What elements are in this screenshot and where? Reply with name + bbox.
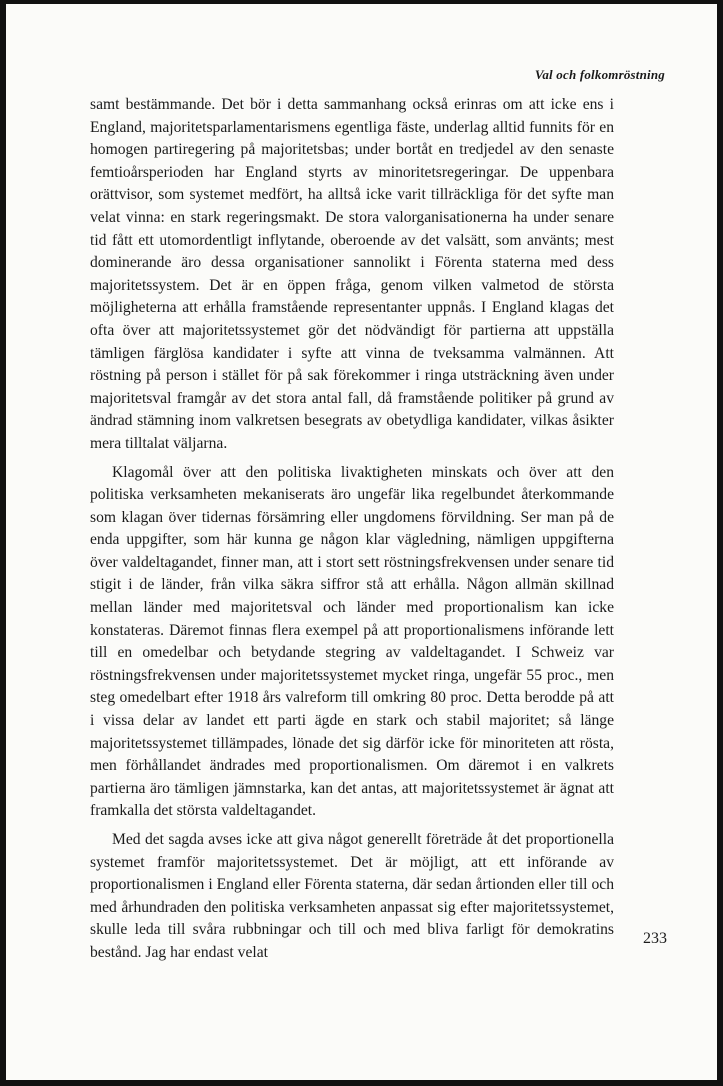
paragraph-3: Med det sagda avses icke att giva något generellt företräde åt det proportionella systemet framför majoritetssystemet. Det är möjligt, att ett införande av proportionalismen i England eller Förenta staterna, där sedan årtionden eller till och med århundraden den politiska verksamheten anpassat sig efter majoritetssystemet, skulle leda till svåra rubbningar och till och med bliva farligt för demokratins bestånd. Jag har endast velat xyxy=(90,831,614,961)
running-head-title: Val och folkomröstning xyxy=(534,67,665,82)
paragraph-1: samt bestämmande. Det bör i detta sammanhang också erinras om att icke ens i England, majoritetsparlamentarismens egentliga fäste, underlag alltid funnits för en homogen partiregering på majoritetsbas; under bortåt en tredjedel av den senaste femtioårsperioden har England styrts av minoritetsregeringar. De uppenbara orättvisor, som systemet medfört, ha alltså icke varit tillräckliga för det syfte man velat vinna: en stark regeringsmakt. De stora valorganisationerna ha under senare tid fått ett utomordentligt inflytande, oberoende av det valsätt, som använts; mest dominerande äro dessa organisationer sannolikt i Förenta staterna med dess majoritetssystem. Det är en öppen fråga, genom vilken valmetod de största möjligheterna att erhålla framstående representanter uppnås. I England klagas det ofta över att majoritetssystemet gör det nödvändigt för partierna att uppställa tämligen färglösa kandidater i syfte att vinna de tveksamma valmännen. Att röstning på person i stället för på sak förekommer i ringa utsträckning även under majoritetsval framgår av det stora antal fall, då framstående politiker på grund av ändrad stämning inom valkretsen besegrats av obetydliga kandidater, vilkas åsikter mera tilltalat väljarna. xyxy=(90,96,614,452)
page-number: 233 xyxy=(643,930,667,947)
paragraph-2: Klagomål över att den politiska livaktigheten minskats och över att den politiska verksamheten mekaniserats äro ungefär lika regelbundet återkommande som klagan över tidernas försämring eller ungdomens förvildning. Ser man på de enda uppgifter, som här kunna ge någon klar vägledning, nämligen uppgifterna över valdeltagandet, finner man, att i stort sett röstningsfrekvensen under senare tid stigit i de länder, från vilka säkra siffror stå att erhålla. Någon allmän skillnad mellan länder med majoritetsval och länder med proportionalism kan icke konstateras. Däremot finnas flera exempel på att proportionalismens införande lett till en omedelbar och betydande stegring av valdeltagandet. I Schweiz var röstningsfrekvensen under majoritetssystemet mycket ringa, ungefär 55 proc., men steg omedelbart efter 1918 års valreform till omkring 80 proc. Detta berodde på att i vissa delar av landet ett parti ägde en stark och stabil majoritet; så länge majoritetssystemet tillämpades, lönade det sig därför icke för minoriteten att rösta, men förhållandet ändrades med proportionalismen. Om däremot i en valkrets partierna äro tämligen jämnstarka, kan det antas, att majoritetssystemet är ägnat att framkalla det största valdeltagandet. xyxy=(90,463,614,820)
body-text xyxy=(90,94,614,971)
document-page xyxy=(6,4,717,1080)
